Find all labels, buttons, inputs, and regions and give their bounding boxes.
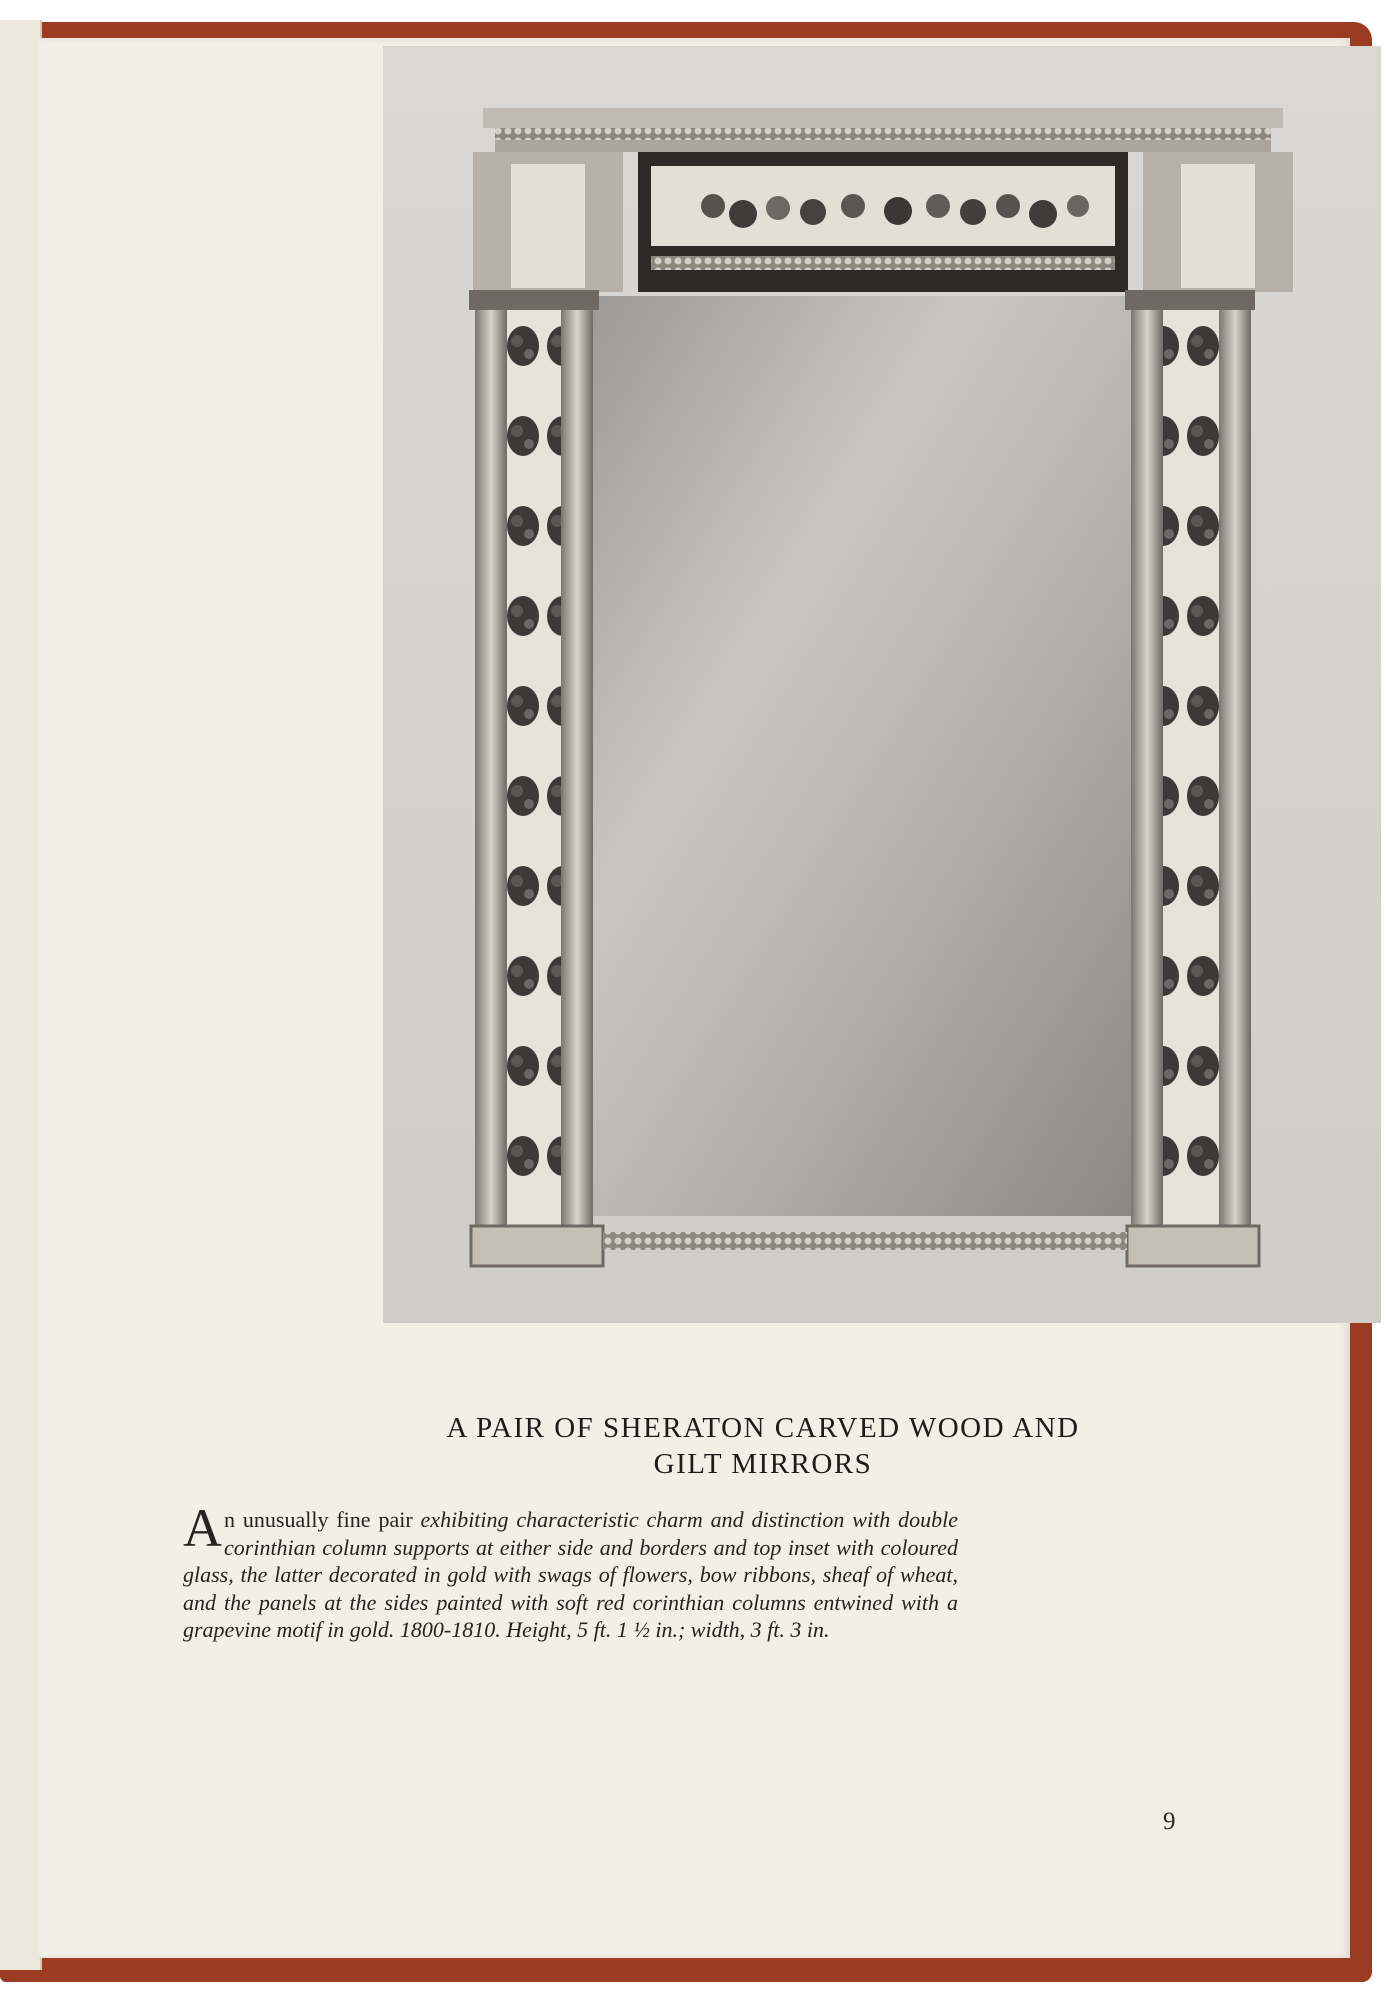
left-base	[471, 1226, 603, 1266]
left-inner-column	[561, 296, 593, 1236]
right-base	[1127, 1226, 1259, 1266]
previous-page-edge	[0, 20, 42, 1970]
drop-cap: A	[183, 1498, 222, 1558]
description-body: exhibiting characteristic charm and distinction with double corinthian column supports at either side and borders and top inset with coloured glass, the latter decorated in gold with swags of flowers, bow ribbons, sheaf of wheat, and the panels at the sides painted with soft red corinthian columns entwined with a grapevine motif in gold. 1800-1810. Height, 5 ft. 1 ½ in.; width, 3 ft. 3 in.	[183, 1507, 958, 1642]
right-capital	[1125, 290, 1255, 310]
title-line-1: A PAIR OF SHERATON CARVED WOOD AND	[446, 1412, 1080, 1444]
plate-title	[338, 1410, 1188, 1482]
right-outer-column	[1219, 296, 1251, 1236]
mirror-glass	[578, 296, 1138, 1216]
mirror-illustration	[383, 46, 1381, 1323]
right-inner-column	[1131, 296, 1163, 1236]
cornice-beading	[495, 128, 1271, 140]
bottom-rail	[603, 1232, 1127, 1250]
left-capital	[469, 290, 599, 310]
item-description	[183, 1498, 958, 1644]
cornice-top	[483, 108, 1283, 128]
title-line-2: GILT MIRRORS	[653, 1448, 873, 1480]
left-outer-column	[475, 296, 507, 1236]
frieze-border	[651, 256, 1115, 270]
description-lead: n unusually fine pair	[224, 1507, 421, 1532]
right-vine-panel	[1163, 306, 1219, 1226]
left-wheat-panel	[511, 164, 585, 288]
cornice-lower	[495, 140, 1271, 152]
page-number: 9	[1163, 1808, 1176, 1835]
left-vine-panel	[507, 306, 563, 1226]
catalog-page	[38, 38, 1350, 1958]
mirror-photograph	[383, 46, 1381, 1323]
right-wheat-panel	[1181, 164, 1255, 288]
